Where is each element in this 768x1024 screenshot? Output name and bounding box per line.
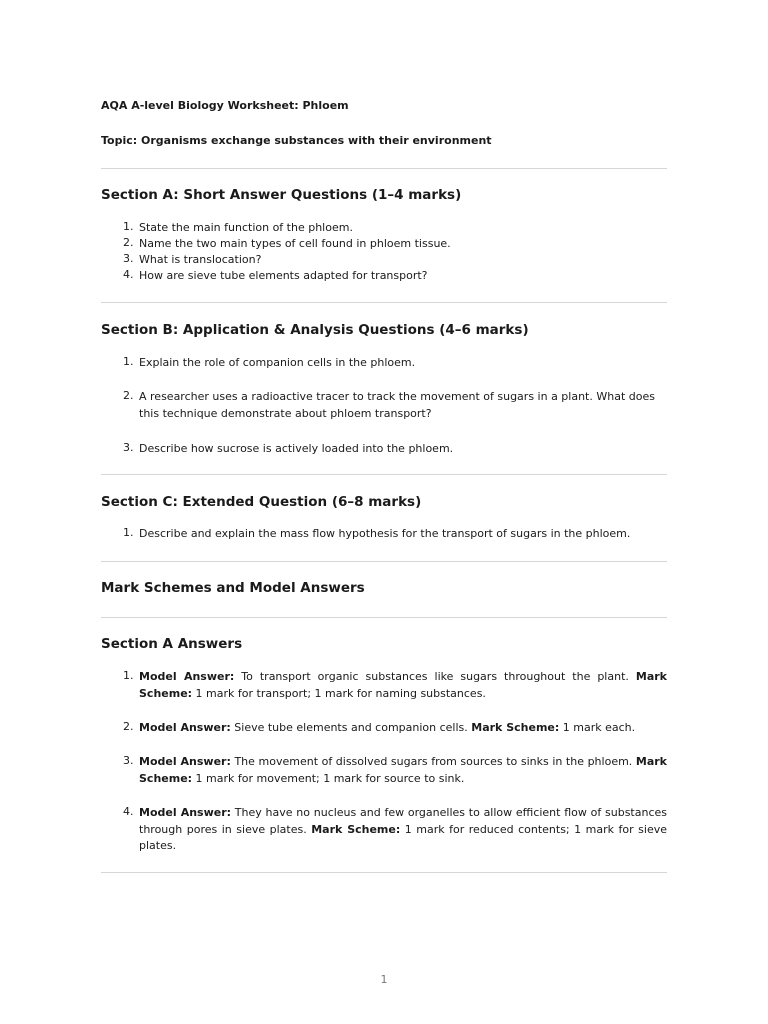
divider (101, 617, 667, 618)
mark-schemes-heading: Mark Schemes and Model Answers (101, 580, 365, 596)
section-a-answers-heading: Section A Answers (101, 636, 243, 652)
answer-number: 1. (123, 669, 134, 682)
model-answer-label: Model Answer: (139, 670, 235, 683)
question-number: 2. (123, 236, 134, 249)
mark-scheme-text: 1 mark for movement; 1 mark for source to sink. (192, 771, 465, 785)
section-b-heading: Section B: Application & Analysis Questions (4–6 marks) (101, 322, 529, 338)
question-text: What is translocation? (139, 253, 262, 266)
model-answer-label: Model Answer: (139, 721, 231, 734)
question-text: Describe how sucrose is actively loaded into the phloem. (139, 442, 454, 455)
answer-text (139, 805, 667, 855)
divider (101, 561, 667, 562)
divider (101, 474, 667, 475)
document-topic: Topic: Organisms exchange substances with their environment (101, 134, 492, 147)
answer-number: 3. (123, 754, 134, 767)
question-number: 3. (123, 252, 134, 265)
question-number: 1. (123, 355, 134, 368)
mark-scheme-label: Mark Scheme: (311, 822, 401, 836)
mark-scheme-label: Mark Scheme: (139, 670, 667, 700)
question-text: A researcher uses a radioactive tracer to track the movement of sugars in a plant. What does this technique demonstrate about phloem transport? (139, 390, 655, 420)
mark-scheme-text: 1 mark for transport; 1 mark for naming substances. (192, 686, 486, 700)
section-c-heading: Section C: Extended Question (6–8 marks) (101, 494, 422, 510)
question-number: 1. (123, 220, 134, 233)
question-number: 2. (123, 389, 134, 402)
model-answer-text: Sieve tube elements and companion cells. (230, 721, 472, 734)
mark-scheme-label: Mark Scheme: (471, 721, 560, 734)
model-answer-text: To transport organic substances like sugars throughout the plant. (234, 670, 636, 683)
mark-scheme-label: Mark Scheme: (139, 755, 667, 785)
model-answer-text: The movement of dissolved sugars from sources to sinks in the phloem. (230, 755, 636, 768)
page-number: 1 (380, 973, 388, 986)
section-a-heading: Section A: Short Answer Questions (1–4 marks) (101, 187, 462, 203)
answer-number: 4. (123, 805, 134, 818)
question-text: Name the two main types of cell found in phloem tissue. (139, 237, 451, 250)
answer-text (139, 754, 667, 787)
question-text: State the main function of the phloem. (139, 221, 353, 234)
document-title: AQA A-level Biology Worksheet: Phloem (101, 99, 349, 112)
question-text: How are sieve tube elements adapted for transport? (139, 269, 428, 282)
divider (101, 168, 667, 169)
divider (101, 302, 667, 303)
mark-scheme-text: 1 mark each. (559, 721, 636, 734)
model-answer-text: They have no nucleus and few organelles to allow efficient flow of substances through pores in sieve plates. (139, 806, 667, 836)
question-number: 3. (123, 441, 134, 454)
answer-number: 2. (123, 720, 134, 733)
question-number: 4. (123, 268, 134, 281)
mark-scheme-text: 1 mark for reduced contents; 1 mark for sieve plates. (139, 822, 667, 852)
question-text: Explain the role of companion cells in the phloem. (139, 356, 416, 369)
model-answer-label: Model Answer: (139, 806, 232, 819)
answer-text (139, 720, 667, 737)
model-answer-label: Model Answer: (139, 755, 231, 768)
question-number: 1. (123, 526, 134, 539)
question-text: Describe and explain the mass flow hypothesis for the transport of sugars in the phloem. (139, 527, 631, 540)
divider (101, 872, 667, 873)
answer-text (139, 669, 667, 702)
